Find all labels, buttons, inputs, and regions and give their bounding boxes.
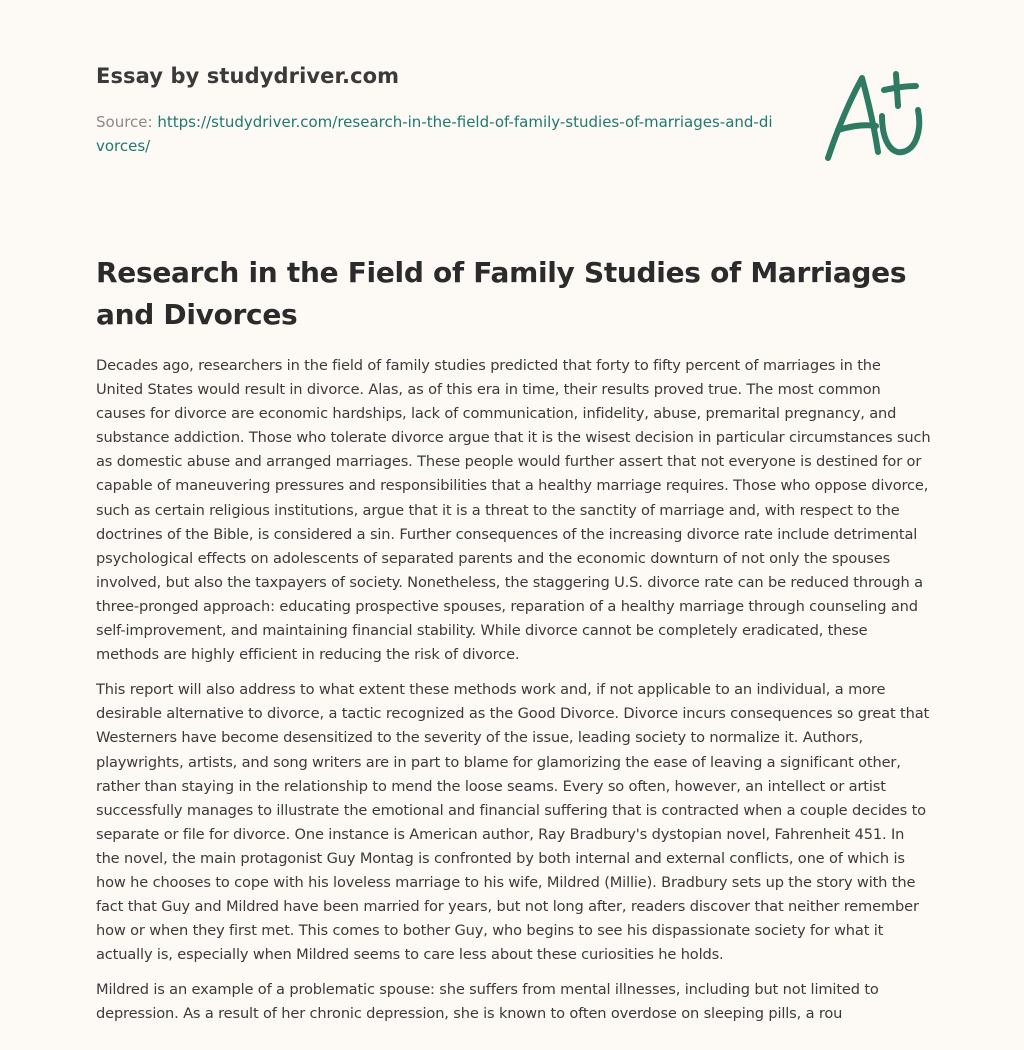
a-plus-grade-icon [822,66,926,166]
essay-paragraph: Decades ago, researchers in the field of family studies predicted that forty to fifty percent of marriages in the United States would result in divorce. Alas, as of this era in time, their results proved true. The most common causes for divorce are economic hardships, lack of communication, infidelity, abuse, premarital pregnancy, and substance addiction. Those who tolerate divorce argue that it is the wisest decision in particular circumstances such as domestic abuse and arranged marriages. These people would further assert that not everyone is destined for or capable of maneuvering pressures and responsibilities that a healthy marriage requires. Those who oppose divorce, such as certain religious institutions, argue that it is a threat to the sanctity of marriage and, with respect to the doctrines of the Bible, is considered a sin. Further consequences of the increasing divorce rate include detrimental psychological effects on adolescents of separated parents and the economic downturn of not only the spouses involved, but also the taxpayers of society. Nonetheless, the staggering U.S. divorce rate can be reduced through a three-pronged approach: educating prospective spouses, reparation of a healthy marriage through counseling and self-improvement, and maintaining financial stability. While divorce cannot be completely eradicated, these methods are highly efficient in reducing the risk of divorce. [96,357,931,664]
essay-title: Research in the Field of Family Studies of Marriages and Divorces [96,256,907,331]
source-link[interactable]: https://studydriver.com/research-in-the-field-of-family-studies-of-marriages-and-divorces/ [96,113,773,155]
essay-page [96,0,932,1050]
essay-paragraph: Mildred is an example of a problematic spouse: she suffers from mental illnesses, including but not limited to depression. As a result of her chronic depression, she is known to often overdose on sleeping pills, a rou [96,981,879,1023]
essay-body [96,354,932,1038]
essay-paragraph: This report will also address to what extent these methods work and, if not applicable to an individual, a more desirable alternative to divorce, a tactic recognized as the Good Divorce. Divorce incurs consequences so great that Westerners have become desensitized to the severity of the issue, leading society to normalize it. Authors, playwrights, artists, and song writers are in part to blame for glamorizing the ease of leaving a significant other, rather than staying in the relationship to mend the loose seams. Every so often, however, an intellect or artist successfully manages to illustrate the emotional and financial suffering that is contracted when a couple decides to separate or file for divorce. One instance is American author, Ray Bradbury's dystopian novel, Fahrenheit 451. In the novel, the main protagonist Guy Montag is confronted by both internal and external conflicts, one of which is how he chooses to cope with his loveless marriage to his wife, Mildred (Millie). Bradbury sets up the story with the fact that Guy and Mildred have been married for years, but not long after, readers discover that neither remember how or when they first met. This comes to bother Guy, who begins to see his dispassionate society for what it actually is, especially when Mildred seems to care less about these curiosities he holds. [96,681,930,964]
source-line [96,110,776,158]
source-label: Source: [96,113,153,131]
site-brand: Essay by studydriver.com [96,64,400,88]
